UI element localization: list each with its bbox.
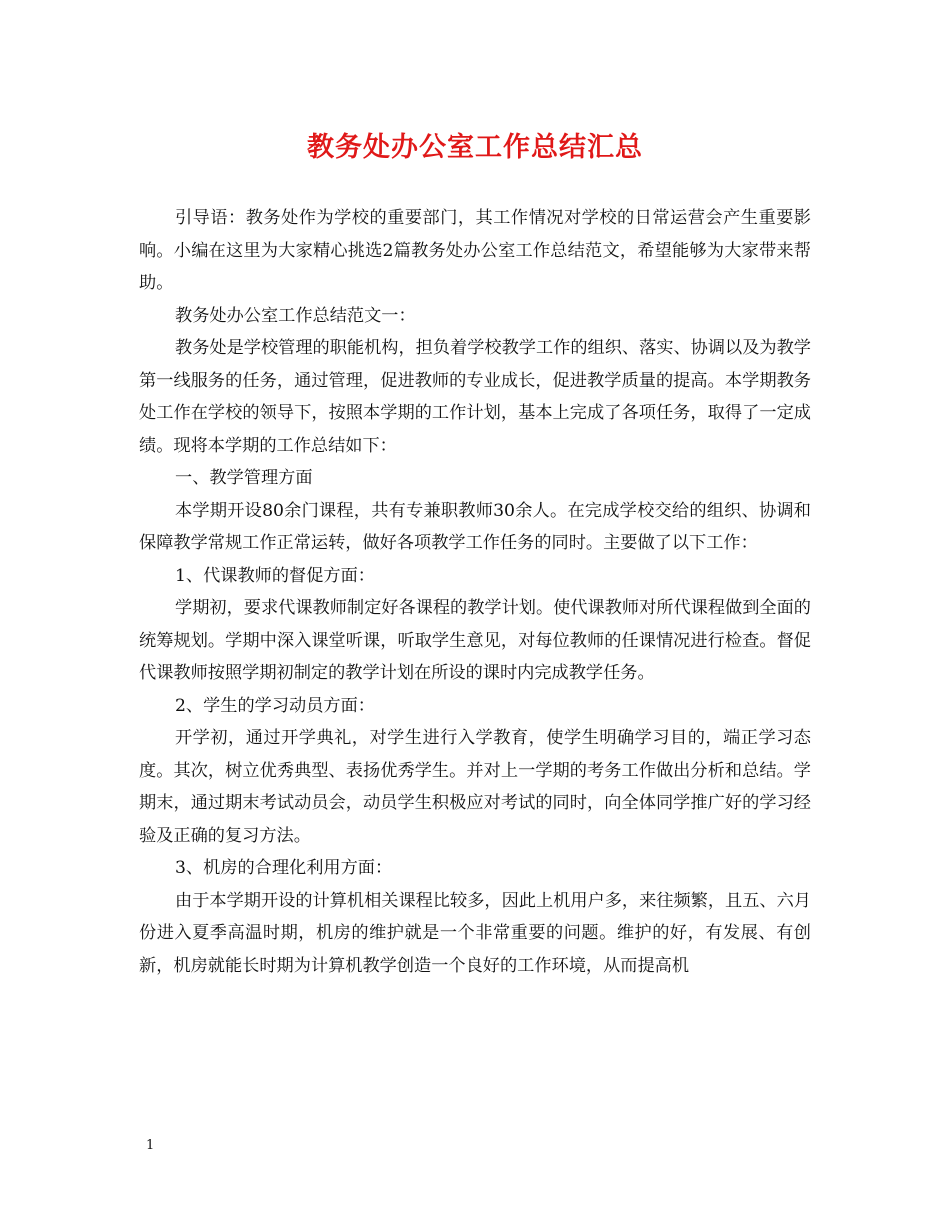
paragraph-intro: 引导语：教务处作为学校的重要部门，其工作情况对学校的日常运营会产生重要影响。小编在这里为大家精心挑选2篇教务处办公室工作总结范文，希望能够为大家带来帮助。: [139, 208, 811, 293]
subsection-heading: 2、学生的学习动员方面：: [175, 695, 375, 716]
page-number: 1: [146, 1138, 155, 1153]
subsection-heading: 1、代课教师的督促方面：: [175, 565, 375, 586]
section-heading: 一、教学管理方面: [175, 468, 313, 488]
document-body: [139, 202, 811, 982]
document-title: 教务处办公室工作总结汇总: [307, 132, 643, 163]
paragraph-heading-sample-one: 教务处办公室工作总结范文一：: [175, 305, 416, 326]
paragraph: 教务处是学校管理的职能机构，担负着学校教学工作的组织、落实、协调以及为教学第一线服务的任务，通过管理，促进教师的专业成长，促进教学质量的提高。本学期教务处工作在学校的领导下，按照本学期的工作计划，基本上完成了各项任务，取得了一定成绩。现将本学期的工作总结如下：: [139, 338, 811, 456]
paragraph: 本学期开设80余门课程，共有专兼职教师30余人。在完成学校交给的组织、协调和保障教学常规工作正常运转，做好各项教学工作任务的同时。主要做了以下工作：: [139, 500, 811, 553]
paragraph: 开学初，通过开学典礼，对学生进行入学教育，使学生明确学习目的，端正学习态度。其次，树立优秀典型、表扬优秀学生。并对上一学期的考务工作做出分析和总结。学期末，通过期末考试动员会，动员学生积极应对考试的同时，向全体同学推广好的学习经验及正确的复习方法。: [139, 728, 811, 846]
paragraph: 由于本学期开设的计算机相关课程比较多，因此上机用户多，来往频繁，且五、六月份进入夏季高温时期，机房的维护就是一个非常重要的问题。维护的好，有发展、有创新，机房就能长时期为计算机教学创造一个良好的工作环境，从而提高机: [139, 890, 811, 976]
subsection-heading: 3、机房的合理化利用方面：: [175, 858, 393, 878]
paragraph: 学期初，要求代课教师制定好各课程的教学计划。使代课教师对所代课程做到全面的统筹规划。学期中深入课堂听课，听取学生意见，对每位教师的任课情况进行检查。督促代课教师按照学期初制定的教学计划在所设的课时内完成教学任务。: [139, 598, 811, 683]
